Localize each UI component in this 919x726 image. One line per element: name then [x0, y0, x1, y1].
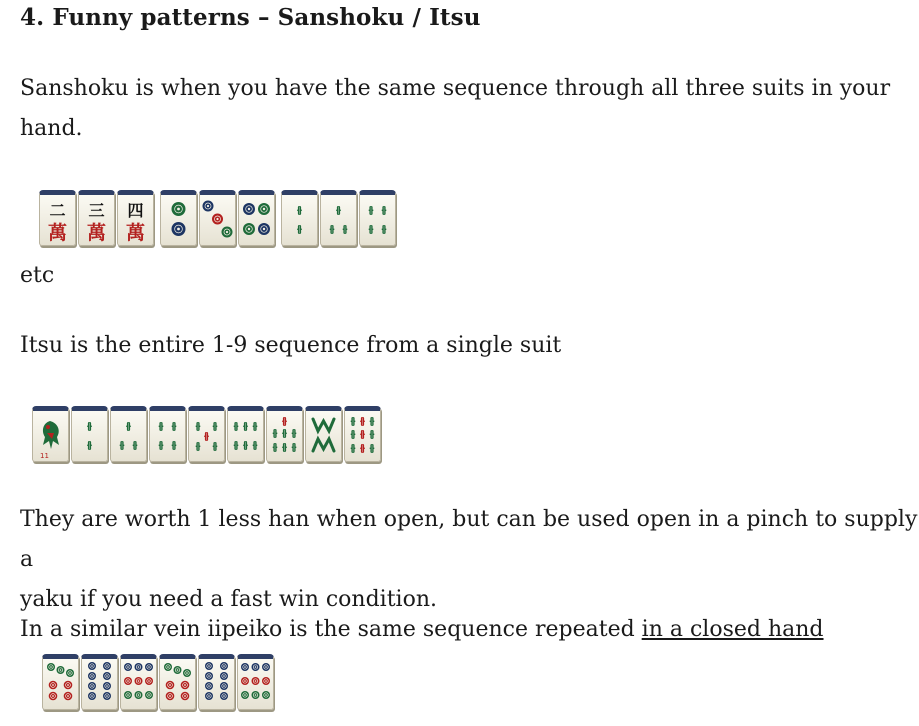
itsu-tile-sou-9 [344, 406, 381, 462]
svg-text:萬: 萬 [125, 222, 146, 244]
worth-paragraph [20, 500, 919, 620]
sanshoku-tile-man-3 [78, 190, 115, 246]
itsu-tile-sou-2 [71, 406, 108, 462]
sanshoku-tile-sou-2 [281, 190, 318, 246]
closed-hand-link[interactable]: in a closed hand [641, 617, 824, 642]
svg-text:四: 四 [127, 201, 144, 220]
worth-text-line-2: yaku if you need a fast win condition. [20, 587, 437, 612]
iipeiko-tile-pin-7 [159, 654, 196, 710]
sanshoku-tile-row [39, 190, 398, 246]
sanshoku-tile-pin-2 [160, 190, 197, 246]
iipeiko-tile-pin-8 [81, 654, 118, 710]
sanshoku-tile-sou-4 [359, 190, 396, 246]
etc-text: etc [20, 263, 55, 288]
sanshoku-tile-man-4 [117, 190, 154, 246]
section-heading: 4. Funny patterns – Sanshoku / Itsu [20, 4, 481, 31]
iipeiko-paragraph [20, 610, 824, 650]
sanshoku-tile-pin-3 [199, 190, 236, 246]
itsu-tile-sou-7 [266, 406, 303, 462]
svg-text:萬: 萬 [47, 222, 68, 244]
itsu-tile-sou-5 [188, 406, 225, 462]
svg-text:萬: 萬 [86, 222, 107, 244]
sanshoku-tile-pin-4 [238, 190, 275, 246]
itsu-tile-sou-4 [149, 406, 186, 462]
svg-text:二: 二 [49, 201, 66, 220]
itsu-tile-sou-3 [110, 406, 147, 462]
iipeiko-tile-pin-9 [237, 654, 274, 710]
sanshoku-paragraph [20, 69, 890, 149]
itsu-tile-sou-6 [227, 406, 264, 462]
itsu-paragraph: Itsu is the entire 1-9 sequence from a single suit [20, 333, 562, 358]
svg-text:11: 11 [40, 452, 49, 460]
itsu-tile-row [32, 406, 383, 462]
sanshoku-text-line-1: Sanshoku is when you have the same sequence through all three suits in your [20, 76, 891, 101]
sanshoku-tile-sou-3 [320, 190, 357, 246]
sanshoku-tile-man-2 [39, 190, 76, 246]
itsu-tile-sou-8 [305, 406, 342, 462]
svg-text:三: 三 [88, 201, 105, 220]
iipeiko-text: In a similar vein iipeiko is the same sequence repeated [20, 617, 642, 642]
iipeiko-tile-row [42, 654, 276, 710]
sanshoku-text-line-2: hand. [20, 116, 83, 141]
iipeiko-tile-pin-8 [198, 654, 235, 710]
itsu-tile-sou-1 [32, 406, 69, 462]
iipeiko-tile-pin-9 [120, 654, 157, 710]
worth-text-line-1: They are worth 1 less han when open, but can be used open in a pinch to supply a [20, 507, 918, 572]
iipeiko-tile-pin-7 [42, 654, 79, 710]
